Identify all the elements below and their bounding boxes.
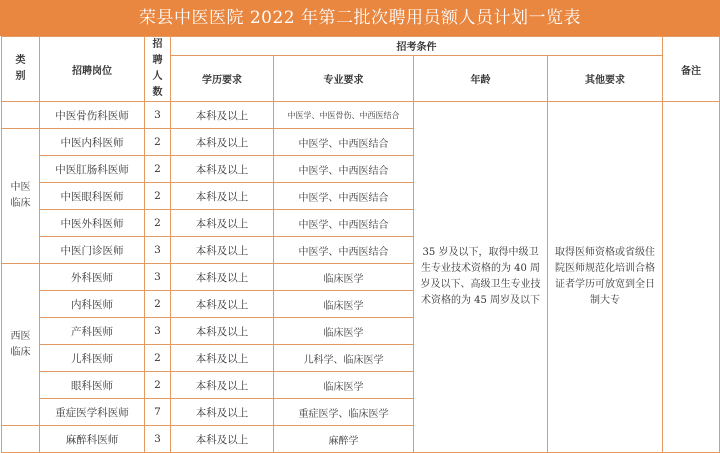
- education-cell: 本科及以上: [171, 183, 274, 210]
- major-cell: 麻醉学: [274, 426, 414, 453]
- header-remarks: 备注: [663, 37, 720, 102]
- count-cell: 3: [145, 264, 171, 291]
- header-education: 学历要求: [171, 55, 274, 101]
- remarks-cell: [663, 102, 720, 453]
- major-cell: 临床医学: [274, 264, 414, 291]
- position-cell: 中医外科医师: [40, 210, 145, 237]
- other-requirement-cell: 取得医师资格或省级住院医师规范化培训合格证者学历可放宽到全日制大专: [548, 102, 663, 453]
- count-cell: 2: [145, 156, 171, 183]
- recruitment-table: [1, 36, 720, 453]
- header-age: 年龄: [414, 55, 548, 101]
- major-cell: 中医学、中医骨伤、中西医结合: [274, 102, 414, 129]
- education-cell: 本科及以上: [171, 264, 274, 291]
- position-cell: 产科医师: [40, 318, 145, 345]
- position-cell: 麻醉科医师: [40, 426, 145, 453]
- education-cell: 本科及以上: [171, 156, 274, 183]
- major-cell: 中医学、中西医结合: [274, 210, 414, 237]
- major-cell: 临床医学: [274, 372, 414, 399]
- count-cell: 2: [145, 291, 171, 318]
- count-cell: 3: [145, 102, 171, 129]
- age-requirement-cell: 35 岁及以下，取得中级卫生专业技术资格的为 40 周岁及以下、高级卫生专业技术资格的为 45 周岁及以下: [414, 102, 548, 453]
- count-cell: 2: [145, 183, 171, 210]
- count-cell: 3: [145, 237, 171, 264]
- position-cell: 内科医师: [40, 291, 145, 318]
- major-cell: 临床医学: [274, 318, 414, 345]
- education-cell: 本科及以上: [171, 399, 274, 426]
- count-cell: 3: [145, 426, 171, 453]
- position-cell: 中医骨伤科医师: [40, 102, 145, 129]
- count-cell: 2: [145, 345, 171, 372]
- position-cell: 中医眼科医师: [40, 183, 145, 210]
- major-cell: 重症医学、临床医学: [274, 399, 414, 426]
- education-cell: 本科及以上: [171, 291, 274, 318]
- major-cell: 中医学、中西医结合: [274, 129, 414, 156]
- education-cell: 本科及以上: [171, 318, 274, 345]
- category-tcm-clinical: 中医临床: [2, 129, 40, 264]
- education-cell: 本科及以上: [171, 129, 274, 156]
- education-cell: 本科及以上: [171, 210, 274, 237]
- position-cell: 眼科医师: [40, 372, 145, 399]
- position-cell: 中医内科医师: [40, 129, 145, 156]
- header-count: 招聘人数: [145, 37, 171, 102]
- header-major: 专业要求: [274, 55, 414, 101]
- count-cell: 3: [145, 318, 171, 345]
- header-position: 招聘岗位: [40, 37, 145, 102]
- table-title: 荣县中医医院 2022 年第二批次聘用员额人员计划一览表: [0, 0, 720, 36]
- count-cell: 7: [145, 399, 171, 426]
- position-cell: 外科医师: [40, 264, 145, 291]
- major-cell: 中医学、中西医结合: [274, 237, 414, 264]
- position-cell: 中医门诊医师: [40, 237, 145, 264]
- count-cell: 2: [145, 372, 171, 399]
- major-cell: 儿科学、临床医学: [274, 345, 414, 372]
- education-cell: 本科及以上: [171, 345, 274, 372]
- category-wm-clinical: 西医临床: [2, 264, 40, 426]
- education-cell: 本科及以上: [171, 426, 274, 453]
- major-cell: 临床医学: [274, 291, 414, 318]
- count-cell: 2: [145, 210, 171, 237]
- count-cell: 2: [145, 129, 171, 156]
- header-category: 类别: [2, 37, 40, 102]
- education-cell: 本科及以上: [171, 372, 274, 399]
- header-other: 其他要求: [548, 55, 663, 101]
- header-conditions: 招考条件: [171, 37, 663, 56]
- position-cell: 儿科医师: [40, 345, 145, 372]
- category-cell-empty: [2, 426, 40, 453]
- category-cell-empty: [2, 102, 40, 129]
- education-cell: 本科及以上: [171, 237, 274, 264]
- education-cell: 本科及以上: [171, 102, 274, 129]
- major-cell: 中医学、中西医结合: [274, 183, 414, 210]
- position-cell: 中医肛肠科医师: [40, 156, 145, 183]
- table-row: [2, 102, 720, 129]
- major-cell: 中医学、中西医结合: [274, 156, 414, 183]
- position-cell: 重症医学科医师: [40, 399, 145, 426]
